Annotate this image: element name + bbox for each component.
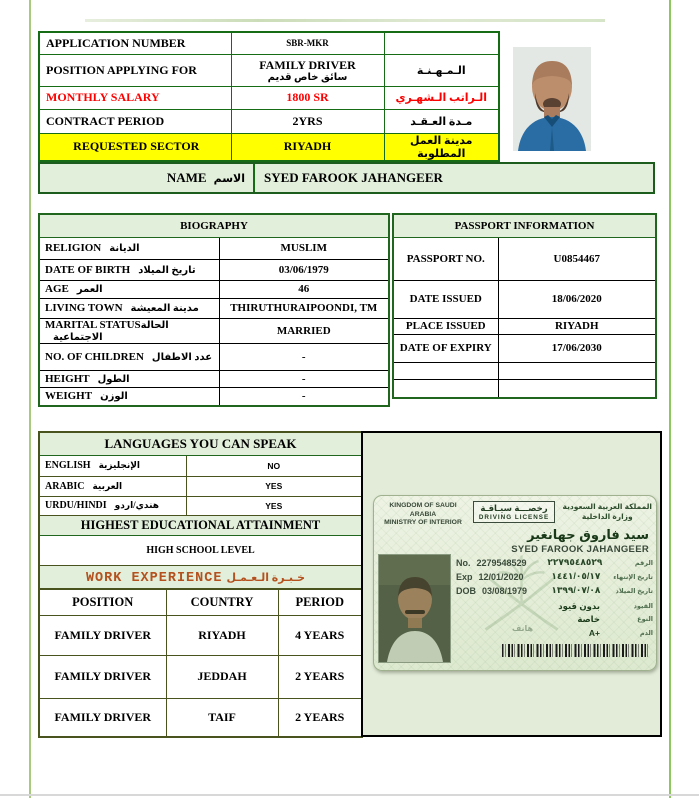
license-expiry-value-en: 12/01/2020	[478, 571, 524, 582]
languages-title: LANGUAGES YOU CAN SPEAK	[39, 432, 362, 455]
period-column-header: PERIOD	[278, 589, 362, 615]
position-row	[39, 54, 499, 86]
english-value: NO	[186, 455, 362, 476]
languages-education-table	[38, 431, 363, 590]
place-issued-label: PLACE ISSUED	[393, 318, 498, 334]
applicant-photo-image	[513, 47, 591, 151]
age-label: AGE	[45, 283, 69, 295]
living-town-label-ar: مدينة المعيشة	[130, 303, 199, 314]
marital-status-value: MARRIED	[219, 318, 389, 343]
license-kingdom-arabic	[563, 502, 652, 521]
date-issued-value: 18/06/2020	[498, 280, 656, 318]
license-expiry-label-ar: تاريخ الإنتهاء	[613, 573, 653, 581]
work-experience-title	[39, 565, 362, 589]
religion-value: MUSLIM	[219, 237, 389, 259]
driving-license-card	[373, 495, 657, 671]
license-barcode	[502, 644, 650, 657]
work-row	[39, 615, 362, 655]
license-number-row	[456, 556, 653, 569]
date-expiry-row	[393, 334, 656, 362]
license-dob-value-ar: ١٣٩٩/٠٧/٠٨	[551, 585, 601, 595]
place-issued-value: RIYADH	[498, 318, 656, 334]
place-issued-row	[393, 318, 656, 334]
english-label-ar: الإنجليزية	[98, 460, 141, 470]
license-dob-label-en: DOB	[456, 585, 476, 596]
children-label-ar: عدد الاطفال	[151, 351, 213, 363]
license-watermark-word: هانف	[512, 624, 534, 633]
work-position: FAMILY DRIVER	[39, 615, 166, 655]
position-label: POSITION APPLYING FOR	[39, 54, 231, 86]
urdu-hindi-value: YES	[186, 496, 362, 515]
work-header-row	[39, 589, 362, 615]
requested-sector-row	[39, 133, 499, 161]
marital-status-row	[39, 318, 389, 343]
biography-title: BIOGRAPHY	[39, 214, 389, 237]
license-dob-row	[456, 584, 653, 597]
urdu-hindi-row	[39, 496, 362, 515]
page-bottom-rule-line	[0, 794, 699, 796]
weight-label-ar: الوزن	[100, 391, 128, 403]
license-holder-name-en: SYED FAROOK JAHANGEER	[511, 544, 649, 555]
license-kingdom-ar-line1: المملكة العربية السعودية	[562, 502, 652, 511]
name-label	[40, 164, 255, 192]
work-country: TAIF	[166, 698, 278, 737]
living-town-row	[39, 298, 389, 318]
passport-title: PASSPORT INFORMATION	[393, 214, 656, 237]
work-experience-table	[38, 588, 363, 738]
work-experience-title-en: WORK EXPERIENCE	[85, 570, 223, 586]
religion-label: RELIGION	[45, 242, 102, 254]
dob-label-ar: تاريخ الميلاد	[138, 264, 196, 276]
marital-status-label-ar: الحالة الاجتماعية	[53, 319, 169, 343]
urdu-hindi-label: URDU/HINDI	[45, 500, 107, 511]
license-title-box	[473, 501, 555, 523]
page-left-border-line	[29, 0, 31, 798]
urdu-hindi-label-ar: هندي/اردو	[114, 500, 160, 510]
date-expiry-value: 17/06/2030	[498, 334, 656, 362]
name-label-en: NAME	[166, 170, 207, 185]
religion-label-ar: الديانة	[109, 243, 140, 254]
arabic-label-ar: العربية	[92, 480, 123, 491]
license-expiry-row	[456, 570, 653, 583]
age-row	[39, 280, 389, 298]
work-period: 4 YEARS	[278, 615, 362, 655]
religion-row	[39, 237, 389, 259]
salary-arabic: الـراتب الـشهـري	[384, 86, 499, 109]
requested-sector-arabic: مدينة العمل المطلوبة	[384, 133, 499, 161]
name-value: SYED FAROOK JAHANGEER	[264, 170, 443, 185]
license-expiry-label-en: Exp	[456, 571, 473, 582]
license-expiry-value-ar: ١٤٤١/٠٥/١٧	[551, 571, 601, 581]
english-row	[39, 455, 362, 476]
arabic-label: ARABIC	[45, 480, 85, 492]
license-dob-value-en: 03/08/1979	[482, 585, 528, 596]
country-column-header: COUNTRY	[166, 589, 278, 615]
work-experience-title-ar: خـبـرة الـعـمـل	[226, 571, 306, 584]
height-value: -	[219, 370, 389, 387]
dob-label: DATE OF BIRTH	[45, 263, 131, 276]
license-blood-row	[589, 627, 653, 639]
children-value: -	[219, 343, 389, 370]
application-number-row	[39, 32, 499, 54]
empty-row	[393, 379, 656, 398]
work-country: RIYADH	[166, 615, 278, 655]
position-arabic: الـمـهـنـة	[384, 54, 499, 86]
license-number-value-en: 2279548529	[476, 557, 527, 568]
work-row	[39, 655, 362, 698]
weight-label: WEIGHT	[45, 390, 93, 403]
license-type-row	[577, 613, 653, 625]
arabic-value: YES	[186, 476, 362, 496]
driving-license-panel	[361, 431, 662, 737]
license-photo-image	[379, 555, 450, 662]
date-issued-row	[393, 280, 656, 318]
license-holder-name-ar: سيد فاروق جهانغير	[527, 527, 649, 542]
dob-value: 03/06/1979	[219, 259, 389, 280]
license-blood-label: الدم	[639, 630, 653, 637]
marital-status-label: MARITAL STATUS	[45, 318, 141, 331]
work-period: 2 YEARS	[278, 698, 362, 737]
contract-arabic: مـدة العـقـد	[384, 109, 499, 133]
license-title-en: DRIVING LICENSE	[478, 514, 550, 521]
work-row	[39, 698, 362, 737]
work-position: FAMILY DRIVER	[39, 655, 166, 698]
passport-table	[392, 213, 657, 399]
license-dob-label-ar: تاريخ الميلاد	[615, 587, 653, 595]
license-restrictions-label: القيود	[633, 603, 653, 610]
position-value-ar: سائق خاص قديم	[267, 71, 348, 83]
passport-number-label: PASSPORT NO.	[393, 237, 498, 280]
height-label-ar: الطول	[97, 373, 130, 385]
license-kingdom-en-line1: KINGDOM OF SAUDI ARABIA	[389, 502, 457, 518]
application-summary-table	[38, 31, 500, 162]
contract-label: CONTRACT PERIOD	[39, 109, 231, 133]
children-row	[39, 343, 389, 370]
license-ministry-en-line2: MINISTRY OF INTERIOR	[384, 519, 462, 526]
license-blood-value: A+	[588, 628, 600, 638]
weight-row	[39, 387, 389, 406]
license-number-label-ar: الرقم	[634, 559, 653, 567]
living-town-value: THIRUTHURAIPOONDI, TM	[219, 298, 389, 318]
position-value	[231, 54, 384, 86]
biography-table	[38, 213, 390, 407]
age-value: 46	[219, 280, 389, 298]
date-expiry-label: DATE OF EXPIRY	[393, 334, 498, 362]
license-ministry-ar-line2: وزارة الداخلية	[581, 511, 633, 521]
education-value: HIGH SCHOOL LEVEL	[39, 535, 362, 565]
application-number-value: SBR-MKR	[231, 32, 384, 54]
salary-value: 1800 SR	[231, 86, 384, 109]
education-title: HIGHEST EDUCATIONAL ATTAINMENT	[39, 515, 362, 535]
living-town-label: LIVING TOWN	[45, 302, 123, 314]
english-label: ENGLISH	[45, 460, 91, 471]
empty-row	[393, 362, 656, 379]
page-top-rule-line	[85, 19, 605, 22]
children-label: NO. OF CHILDREN	[45, 350, 144, 363]
requested-sector-value: RIYADH	[231, 133, 384, 161]
contract-row	[39, 109, 499, 133]
license-restrictions-value: بدون قيود	[558, 600, 600, 611]
license-holder-photo	[378, 554, 451, 663]
name-row	[38, 162, 655, 194]
position-column-header: POSITION	[39, 589, 166, 615]
license-number-label-en: No.	[456, 557, 471, 568]
license-type-value: خاصة	[577, 613, 600, 624]
license-restrictions-row	[558, 600, 653, 612]
contract-value: 2YRS	[231, 109, 384, 133]
license-kingdom-english	[377, 502, 469, 528]
work-period: 2 YEARS	[278, 655, 362, 698]
license-number-value-ar: ٢٢٧٩٥٤٨٥٢٩	[547, 557, 603, 567]
age-label-ar: العمر	[76, 284, 103, 295]
weight-value: -	[219, 387, 389, 406]
application-number-label: APPLICATION NUMBER	[39, 32, 231, 54]
page-right-border-line	[669, 0, 671, 798]
arabic-row	[39, 476, 362, 496]
passport-number-value: U0854467	[498, 237, 656, 280]
application-number-arabic	[384, 32, 499, 54]
license-title-ar: رخصـــة سيـاقـة	[480, 503, 548, 513]
salary-label: MONTHLY SALARY	[39, 86, 231, 109]
height-label: HEIGHT	[45, 372, 90, 385]
license-type-label: النوع	[637, 616, 653, 623]
requested-sector-label: REQUESTED SECTOR	[39, 133, 231, 161]
passport-number-row	[393, 237, 656, 280]
work-position: FAMILY DRIVER	[39, 698, 166, 737]
applicant-photo	[513, 47, 591, 151]
name-label-ar: الاسم	[213, 172, 245, 185]
work-country: JEDDAH	[166, 655, 278, 698]
dob-row	[39, 259, 389, 280]
height-row	[39, 370, 389, 387]
position-value-en: FAMILY DRIVER	[259, 57, 356, 72]
salary-row	[39, 86, 499, 109]
date-issued-label: DATE ISSUED	[393, 280, 498, 318]
